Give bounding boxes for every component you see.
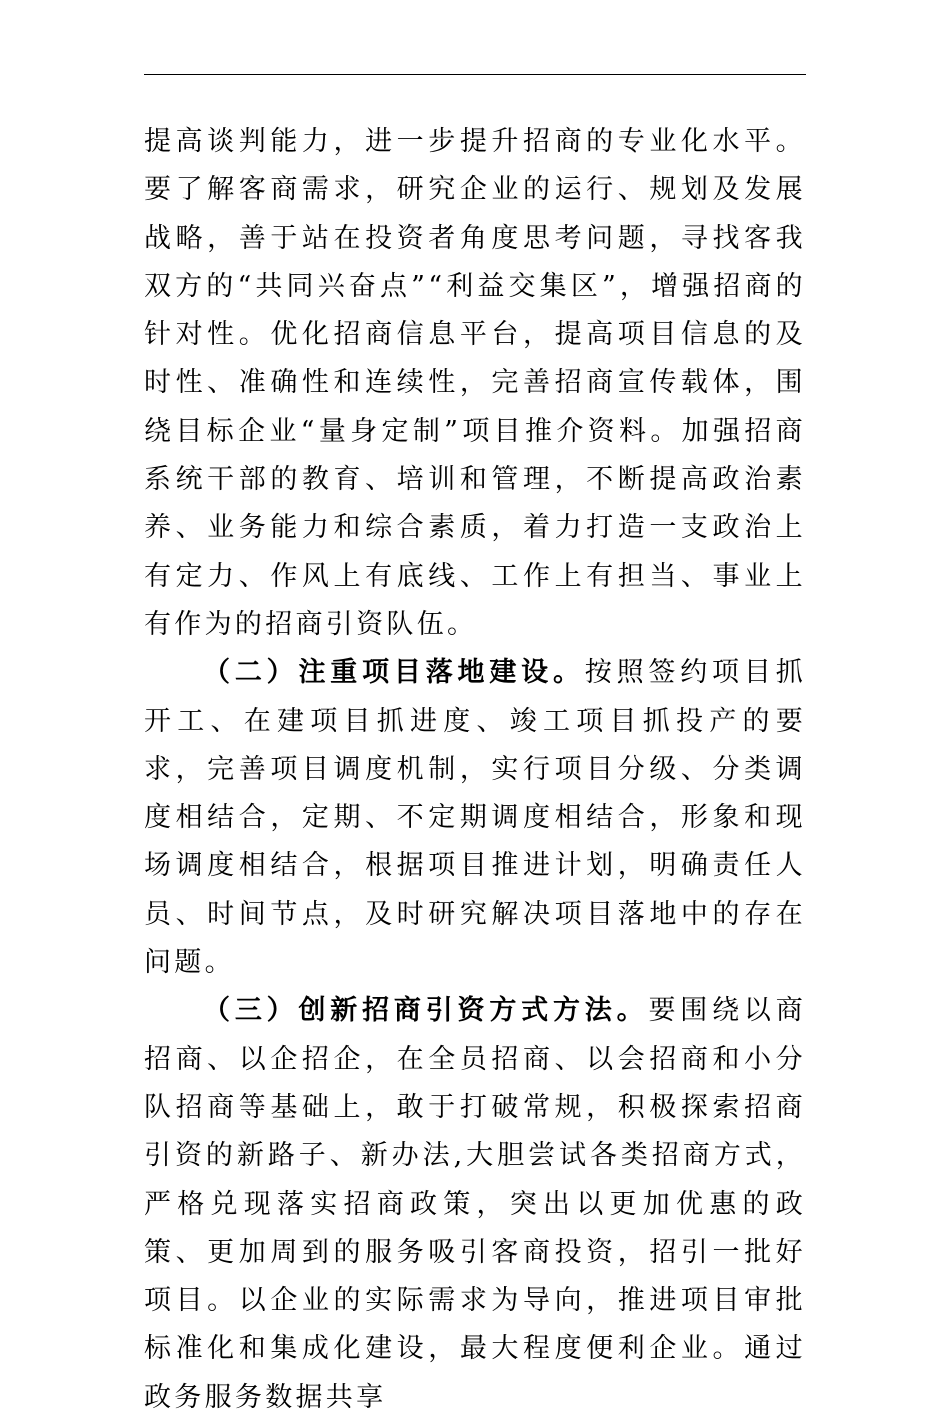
- document-body: [144, 118, 806, 1422]
- paragraph-text: 提高谈判能力，进一步提升招商的专业化水平。要了解客商需求，研究企业的运行、规划及发展战略，善于站在投资者角度思考问题，寻找客我双方的“共同兴奋点”“利益交集区”，增强招商的针对性。优化招商信息平台，提高项目信息的及时性、准确性和连续性，完善招商宣传载体，围绕目标企业“量身定制”项目推介资料。加强招商系统干部的教育、培训和管理，不断提高政治素养、业务能力和综合素质，着力打造一支政治上有定力、作风上有底线、工作上有担当、事业上有作为的招商引资队伍。: [144, 126, 806, 640]
- paragraph-continuation: [144, 118, 806, 649]
- section-heading: （三）创新招商引资方式方法。: [203, 995, 649, 1027]
- header-rule: [144, 74, 806, 75]
- paragraph-investment-methods: [144, 987, 806, 1422]
- section-heading: （二）注重项目落地建设。: [203, 657, 585, 689]
- paragraph-project-landing: [144, 649, 806, 987]
- paragraph-text: 按照签约项目抓开工、在建项目抓进度、竣工项目抓投产的要求，完善项目调度机制，实行项目分级、分类调度相结合，定期、不定期调度相结合，形象和现场调度相结合，根据项目推进计划，明确责任人员、时间节点，及时研究解决项目落地中的存在问题。: [144, 657, 806, 979]
- paragraph-text: 要围绕以商招商、以企招企，在全员招商、以会招商和小分队招商等基础上，敢于打破常规，积极探索招商引资的新路子、新办法,大胆尝试各类招商方式，严格兑现落实招商政策，突出以更加优惠的政策、更加周到的服务吸引客商投资，招引一批好项目。以企业的实际需求为导向，推进项目审批标准化和集成化建设，最大程度便利企业。通过政务服务数据共享: [144, 995, 807, 1413]
